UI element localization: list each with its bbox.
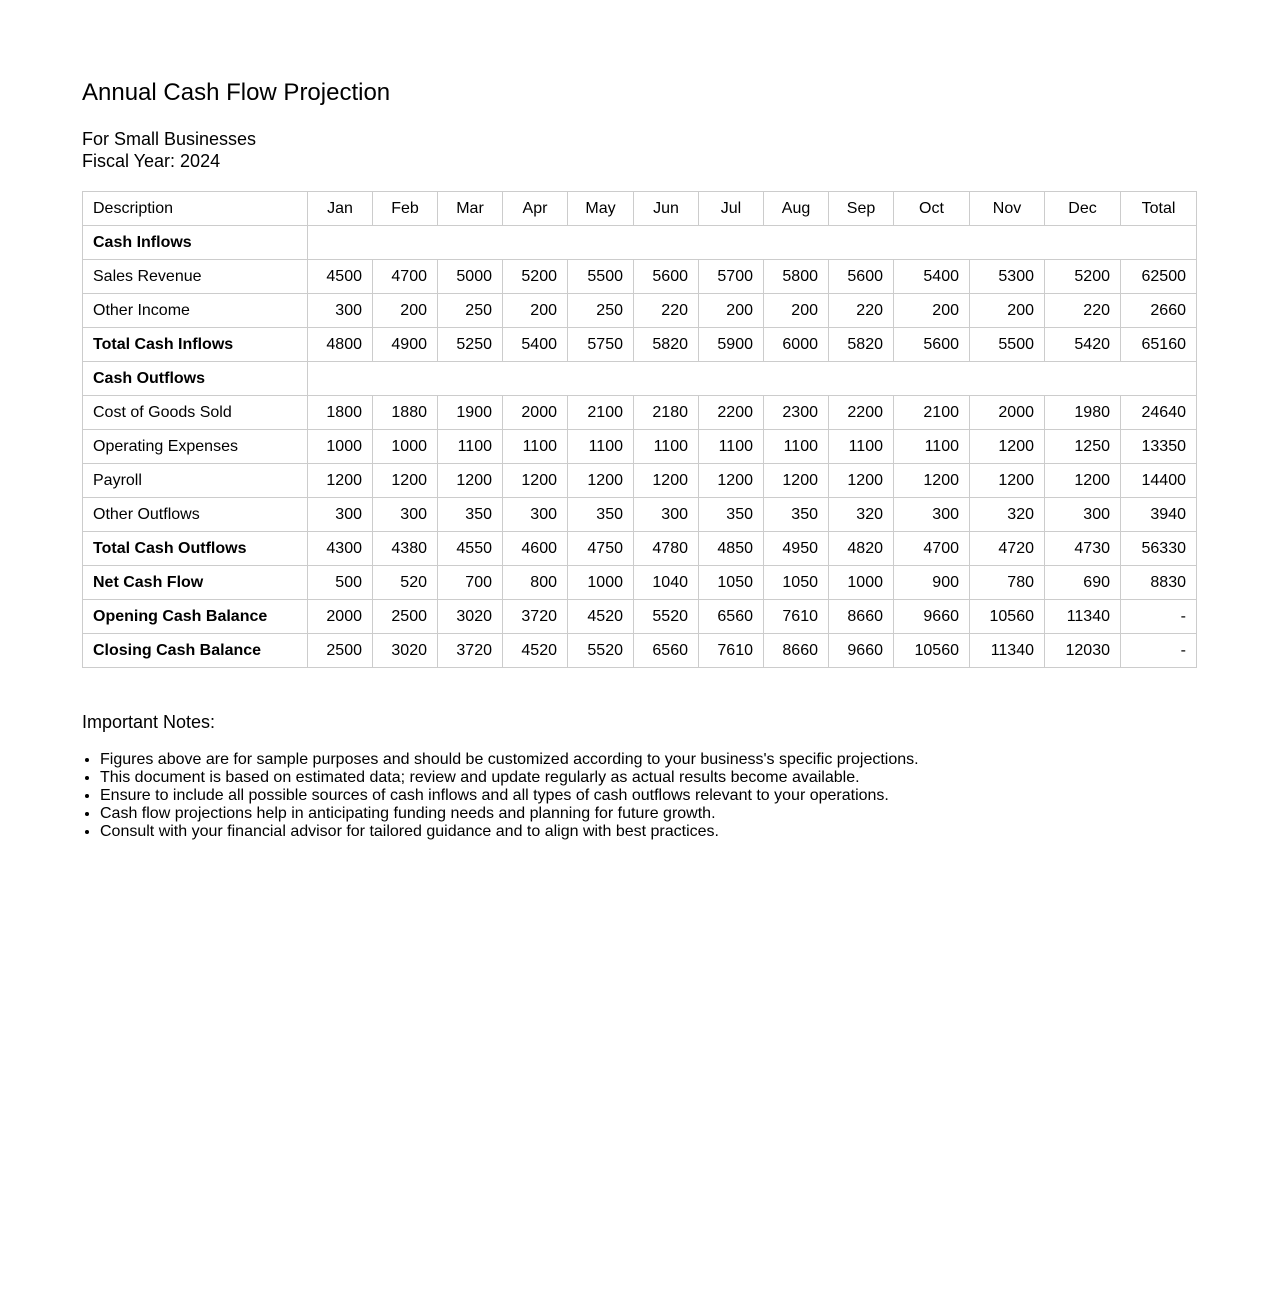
column-header-mar: Mar [438, 192, 503, 226]
table-row [83, 532, 1197, 566]
cell-value: 7610 [764, 600, 829, 634]
cell-total: 56330 [1121, 532, 1197, 566]
table-row [83, 634, 1197, 668]
cell-value: 2100 [894, 396, 970, 430]
row-label: Opening Cash Balance [83, 600, 308, 634]
notes-list [82, 751, 919, 841]
cell-value: 500 [308, 566, 373, 600]
cell-value: 6560 [699, 600, 764, 634]
column-header-nov: Nov [970, 192, 1045, 226]
cell-value: 4500 [308, 260, 373, 294]
table-row [83, 294, 1197, 328]
notes-title: Important Notes: [82, 712, 216, 732]
cell-value: 780 [970, 566, 1045, 600]
cell-value: 2180 [634, 396, 699, 430]
fiscal-year: Fiscal Year: 2024 [82, 151, 221, 171]
cell-value: 300 [503, 498, 568, 532]
cell-value: 6000 [764, 328, 829, 362]
cell-value: 3020 [438, 600, 503, 634]
row-label: Payroll [83, 464, 308, 498]
cell-value: 1000 [308, 430, 373, 464]
cell-value: 350 [764, 498, 829, 532]
cell-value: 2500 [373, 600, 438, 634]
cell-value: 320 [829, 498, 894, 532]
cell-value: 300 [634, 498, 699, 532]
cell-value: 350 [438, 498, 503, 532]
cell-value: 11340 [1045, 600, 1121, 634]
cell-value: 1200 [373, 464, 438, 498]
column-header-total: Total [1121, 192, 1197, 226]
cell-value: 5400 [503, 328, 568, 362]
cell-value: 4700 [373, 260, 438, 294]
cell-value: 350 [699, 498, 764, 532]
cell-value: 5820 [634, 328, 699, 362]
cell-value: 11340 [970, 634, 1045, 668]
cell-value: 1200 [970, 464, 1045, 498]
cell-value: 1100 [568, 430, 634, 464]
cell-value: 2100 [568, 396, 634, 430]
cell-value: 250 [438, 294, 503, 328]
cell-value: 1800 [308, 396, 373, 430]
cell-value: 2000 [308, 600, 373, 634]
cell-value: 1900 [438, 396, 503, 430]
cell-value: 5300 [970, 260, 1045, 294]
cell-value: 5900 [699, 328, 764, 362]
cell-value: 2000 [970, 396, 1045, 430]
cell-value: 4520 [568, 600, 634, 634]
table-header-row [83, 192, 1197, 226]
cell-value: 5520 [568, 634, 634, 668]
cell-value: 4800 [308, 328, 373, 362]
cell-value: 2000 [503, 396, 568, 430]
cell-value: 1100 [699, 430, 764, 464]
cell-value: 1200 [829, 464, 894, 498]
cell-value: 1100 [764, 430, 829, 464]
cell-value: 800 [503, 566, 568, 600]
cell-total: 8830 [1121, 566, 1197, 600]
column-header-apr: Apr [503, 192, 568, 226]
section-label: Cash Inflows [83, 226, 308, 260]
cell-value: 5200 [503, 260, 568, 294]
column-header-sep: Sep [829, 192, 894, 226]
cell-value: 1200 [503, 464, 568, 498]
cell-value: 4850 [699, 532, 764, 566]
cell-value: 1200 [764, 464, 829, 498]
cell-value: 300 [894, 498, 970, 532]
cell-value: 1100 [438, 430, 503, 464]
cell-value: 5520 [634, 600, 699, 634]
cell-total: 2660 [1121, 294, 1197, 328]
cell-value: 8660 [829, 600, 894, 634]
cell-value: 200 [764, 294, 829, 328]
row-label: Other Outflows [83, 498, 308, 532]
cell-value: 5420 [1045, 328, 1121, 362]
cell-value: 300 [1045, 498, 1121, 532]
cell-value: 8660 [764, 634, 829, 668]
cell-value: 1100 [503, 430, 568, 464]
column-header-jun: Jun [634, 192, 699, 226]
cell-value: 5700 [699, 260, 764, 294]
section-spacer [308, 226, 1197, 260]
cell-value: 220 [829, 294, 894, 328]
cell-value: 1000 [829, 566, 894, 600]
cell-value: 4720 [970, 532, 1045, 566]
cell-value: 250 [568, 294, 634, 328]
row-label: Total Cash Inflows [83, 328, 308, 362]
cell-value: 320 [970, 498, 1045, 532]
cell-value: 1050 [764, 566, 829, 600]
cell-value: 4750 [568, 532, 634, 566]
cell-value: 200 [894, 294, 970, 328]
row-label: Net Cash Flow [83, 566, 308, 600]
cell-value: 7610 [699, 634, 764, 668]
cell-value: 1200 [1045, 464, 1121, 498]
cell-value: 200 [373, 294, 438, 328]
cell-value: 1250 [1045, 430, 1121, 464]
section-label: Cash Outflows [83, 362, 308, 396]
cell-value: 5500 [568, 260, 634, 294]
cell-value: 2300 [764, 396, 829, 430]
row-label: Closing Cash Balance [83, 634, 308, 668]
cell-value: 1200 [438, 464, 503, 498]
cell-value: 1200 [894, 464, 970, 498]
list-item: • Ensure to include all possible sources of cash inflows and all types of cash outflows relevant to your operations. [100, 787, 919, 805]
row-label: Sales Revenue [83, 260, 308, 294]
cell-value: 5820 [829, 328, 894, 362]
cell-value: 1200 [568, 464, 634, 498]
cell-value: 200 [699, 294, 764, 328]
cell-value: 1050 [699, 566, 764, 600]
cell-value: 5800 [764, 260, 829, 294]
cell-value: 300 [373, 498, 438, 532]
cell-value: 900 [894, 566, 970, 600]
cell-value: 520 [373, 566, 438, 600]
cell-value: 1000 [373, 430, 438, 464]
cell-total: 3940 [1121, 498, 1197, 532]
cell-value: 10560 [970, 600, 1045, 634]
row-label: Operating Expenses [83, 430, 308, 464]
section-spacer [308, 362, 1197, 396]
cell-value: 12030 [1045, 634, 1121, 668]
cell-value: 3720 [438, 634, 503, 668]
cell-value: 1200 [970, 430, 1045, 464]
column-header-jul: Jul [699, 192, 764, 226]
table-row [83, 498, 1197, 532]
cell-value: 2200 [699, 396, 764, 430]
cell-value: 4550 [438, 532, 503, 566]
cell-total: 13350 [1121, 430, 1197, 464]
cell-value: 700 [438, 566, 503, 600]
cell-value: 4820 [829, 532, 894, 566]
section-row-cash-inflows [83, 226, 1197, 260]
cell-value: 4780 [634, 532, 699, 566]
cell-total: 62500 [1121, 260, 1197, 294]
page-subtitle: For Small Businesses [82, 129, 257, 149]
column-header-oct: Oct [894, 192, 970, 226]
cell-value: 4520 [503, 634, 568, 668]
row-label: Cost of Goods Sold [83, 396, 308, 430]
cell-value: 5400 [894, 260, 970, 294]
cell-value: 6560 [634, 634, 699, 668]
cell-total: 24640 [1121, 396, 1197, 430]
column-header-dec: Dec [1045, 192, 1121, 226]
cell-value: 4900 [373, 328, 438, 362]
cell-value: 350 [568, 498, 634, 532]
cell-value: 4380 [373, 532, 438, 566]
cell-value: 4950 [764, 532, 829, 566]
cell-value: 9660 [894, 600, 970, 634]
page-title: Annual Cash Flow Projection [82, 79, 391, 106]
cell-value: 10560 [894, 634, 970, 668]
cell-value: 3720 [503, 600, 568, 634]
cell-value: 4730 [1045, 532, 1121, 566]
table-row [83, 328, 1197, 362]
cell-value: 1200 [634, 464, 699, 498]
cell-value: 5000 [438, 260, 503, 294]
cell-value: 1200 [699, 464, 764, 498]
cell-value: 5750 [568, 328, 634, 362]
cell-value: 5200 [1045, 260, 1121, 294]
list-item: • Consult with your financial advisor for tailored guidance and to align with best practices. [100, 823, 919, 841]
cell-total: 65160 [1121, 328, 1197, 362]
cell-value: 5250 [438, 328, 503, 362]
cell-value: 4700 [894, 532, 970, 566]
cell-value: 690 [1045, 566, 1121, 600]
column-header-jan: Jan [308, 192, 373, 226]
row-label: Other Income [83, 294, 308, 328]
cell-value: 200 [970, 294, 1045, 328]
table-row [83, 566, 1197, 600]
column-header-aug: Aug [764, 192, 829, 226]
cell-value: 9660 [829, 634, 894, 668]
cash-flow-table [82, 191, 1197, 668]
cell-value: 220 [634, 294, 699, 328]
cell-value: 4300 [308, 532, 373, 566]
cell-value: 1040 [634, 566, 699, 600]
list-item: • Figures above are for sample purposes and should be customized according to your business's specific projections. [100, 751, 919, 769]
cell-value: 1980 [1045, 396, 1121, 430]
cell-value: 1000 [568, 566, 634, 600]
cell-value: 4600 [503, 532, 568, 566]
column-header-description: Description [83, 192, 308, 226]
table-row [83, 430, 1197, 464]
cell-value: 2200 [829, 396, 894, 430]
cell-value: 5500 [970, 328, 1045, 362]
cell-value: 1100 [894, 430, 970, 464]
cell-value: 1100 [829, 430, 894, 464]
row-label: Total Cash Outflows [83, 532, 308, 566]
section-row-cash-outflows [83, 362, 1197, 396]
cell-value: 5600 [894, 328, 970, 362]
list-item: • Cash flow projections help in anticipating funding needs and planning for future growth. [100, 805, 919, 823]
cell-total: - [1121, 634, 1197, 668]
list-item: • This document is based on estimated data; review and update regularly as actual results become available. [100, 769, 919, 787]
column-header-may: May [568, 192, 634, 226]
cell-value: 1200 [308, 464, 373, 498]
table-row [83, 260, 1197, 294]
cell-value: 300 [308, 498, 373, 532]
cell-total: - [1121, 600, 1197, 634]
table-row [83, 600, 1197, 634]
cell-value: 5600 [634, 260, 699, 294]
cell-value: 3020 [373, 634, 438, 668]
cell-value: 1100 [634, 430, 699, 464]
cell-value: 300 [308, 294, 373, 328]
cell-value: 1880 [373, 396, 438, 430]
cell-total: 14400 [1121, 464, 1197, 498]
table-row [83, 464, 1197, 498]
cell-value: 220 [1045, 294, 1121, 328]
cell-value: 2500 [308, 634, 373, 668]
cell-value: 5600 [829, 260, 894, 294]
column-header-feb: Feb [373, 192, 438, 226]
cell-value: 200 [503, 294, 568, 328]
table-row [83, 396, 1197, 430]
